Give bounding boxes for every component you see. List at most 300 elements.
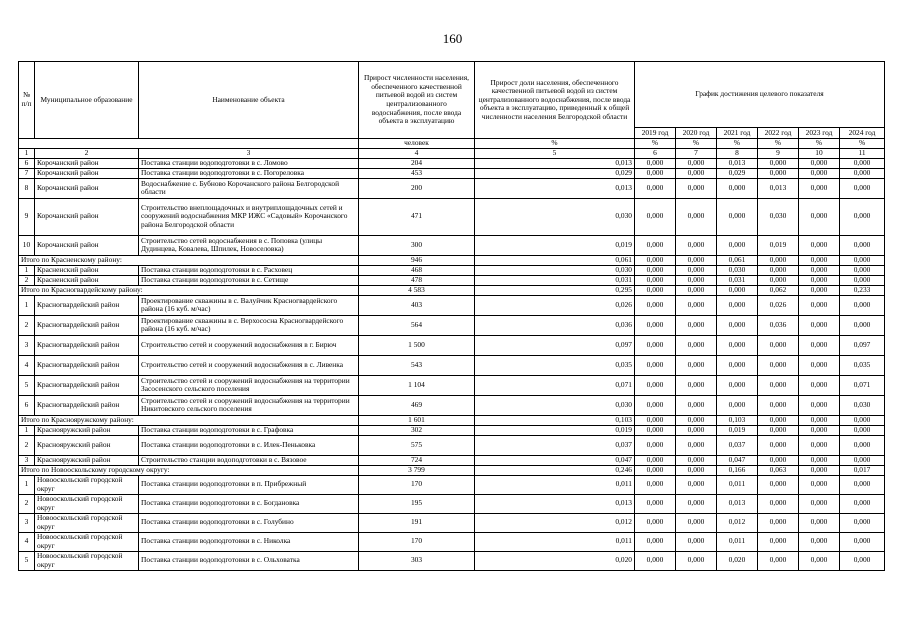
municipality-cell: Корочанский район (35, 198, 139, 235)
people-count-cell: 543 (359, 355, 475, 375)
year-value-cell: 0,020 (717, 551, 758, 570)
year-value-cell: 0,000 (635, 532, 676, 551)
table-row (19, 455, 885, 465)
share-cell: 0,013 (475, 494, 635, 513)
row-number: 2 (19, 315, 35, 335)
year-value-cell: 0,000 (676, 168, 717, 178)
table-row (19, 475, 885, 494)
column-number: 7 (676, 149, 717, 159)
year-value-cell: 0,000 (758, 265, 799, 275)
column-number: 3 (139, 149, 359, 159)
year-value-cell: 0,000 (758, 435, 799, 455)
header-year: 2021 год (717, 128, 758, 139)
people-count-cell: 300 (359, 235, 475, 255)
people-count-cell: 191 (359, 513, 475, 532)
column-number: 4 (359, 149, 475, 159)
people-count-cell: 303 (359, 551, 475, 570)
year-value-cell: 0,000 (717, 295, 758, 315)
year-value-cell: 0,000 (635, 465, 676, 475)
year-value-cell: 0,000 (676, 513, 717, 532)
year-value-cell: 0,017 (840, 465, 885, 475)
table-row (19, 235, 885, 255)
row-number: 8 (19, 178, 35, 198)
unit-percent: % (840, 139, 885, 149)
target-indicator-table (18, 61, 885, 571)
year-value-cell: 0,000 (799, 235, 840, 255)
year-value-cell: 0,030 (717, 265, 758, 275)
object-name-cell: Поставка станции водоподготовки в с. Голубино (139, 513, 359, 532)
year-value-cell: 0,000 (676, 435, 717, 455)
row-number: 1 (19, 475, 35, 494)
total-row (19, 255, 885, 265)
year-value-cell: 0,000 (676, 158, 717, 168)
year-value-cell: 0,000 (758, 513, 799, 532)
total-label: Итого по Краснояружскому району: (19, 415, 359, 425)
year-value-cell: 0,000 (758, 425, 799, 435)
row-number: 7 (19, 168, 35, 178)
people-count-cell: 471 (359, 198, 475, 235)
unit-people: человек (359, 139, 475, 149)
share-cell: 0,019 (475, 235, 635, 255)
year-value-cell: 0,000 (840, 198, 885, 235)
header-year: 2023 год (799, 128, 840, 139)
year-value-cell: 0,011 (717, 475, 758, 494)
share-cell: 0,019 (475, 425, 635, 435)
municipality-cell: Красногвардейский район (35, 295, 139, 315)
year-value-cell: 0,000 (676, 375, 717, 395)
table-row (19, 178, 885, 198)
municipality-cell: Корочанский район (35, 158, 139, 168)
year-value-cell: 0,036 (758, 315, 799, 335)
year-value-cell: 0,000 (717, 335, 758, 355)
year-value-cell: 0,000 (676, 178, 717, 198)
unit-percent: % (475, 139, 635, 149)
object-name-cell: Строительство сетей водоснабжения в с. Поповка (улицы Дудинцева, Ковалева, Шпилек, Новоселовка) (139, 235, 359, 255)
year-value-cell: 0,000 (635, 375, 676, 395)
year-value-cell: 0,019 (717, 425, 758, 435)
municipality-cell: Корочанский район (35, 168, 139, 178)
municipality-cell: Краснояружский район (35, 425, 139, 435)
share-cell: 0,036 (475, 315, 635, 335)
table-row (19, 295, 885, 315)
header-schedule: График достижения целевого показателя (635, 62, 885, 128)
table-row (19, 265, 885, 275)
column-number: 5 (475, 149, 635, 159)
year-value-cell: 0,000 (840, 295, 885, 315)
year-value-cell: 0,011 (717, 532, 758, 551)
object-name-cell: Поставка станции водоподготовки в с. Николка (139, 532, 359, 551)
municipality-cell: Красногвардейский район (35, 375, 139, 395)
share-cell: 0,013 (475, 178, 635, 198)
year-value-cell: 0,000 (799, 158, 840, 168)
year-value-cell: 0,000 (758, 255, 799, 265)
row-number: 9 (19, 198, 35, 235)
year-value-cell: 0,000 (635, 178, 676, 198)
year-value-cell: 0,000 (758, 335, 799, 355)
year-value-cell: 0,000 (676, 255, 717, 265)
total-row (19, 465, 885, 475)
year-value-cell: 0,061 (717, 255, 758, 265)
page-number: 160 (442, 31, 463, 46)
people-count-cell: 1 601 (359, 415, 475, 425)
object-name-cell: Поставка станции водоподготовки в п. Прибрежный (139, 475, 359, 494)
row-number: 1 (19, 295, 35, 315)
year-value-cell: 0,000 (799, 494, 840, 513)
municipality-cell: Красненский район (35, 265, 139, 275)
year-value-cell: 0,035 (840, 355, 885, 375)
year-value-cell: 0,000 (676, 551, 717, 570)
year-value-cell: 0,071 (840, 375, 885, 395)
row-number: 2 (19, 494, 35, 513)
total-label: Итого по Новооскольскому городскому округу: (19, 465, 359, 475)
year-value-cell: 0,166 (717, 465, 758, 475)
year-value-cell: 0,000 (799, 355, 840, 375)
share-cell: 0,029 (475, 168, 635, 178)
people-count-cell: 468 (359, 265, 475, 275)
object-name-cell: Поставка станции водоподготовки в с. Ломово (139, 158, 359, 168)
share-cell: 0,011 (475, 475, 635, 494)
unit-percent: % (676, 139, 717, 149)
object-name-cell: Строительство сетей и сооружений водоснабжения на территории Никитовского сельского поселения (139, 395, 359, 415)
year-value-cell: 0,000 (635, 513, 676, 532)
share-cell: 0,246 (475, 465, 635, 475)
year-value-cell: 0,000 (799, 425, 840, 435)
year-value-cell: 0,037 (717, 435, 758, 455)
year-value-cell: 0,000 (635, 275, 676, 285)
year-value-cell: 0,000 (676, 265, 717, 275)
table-row (19, 375, 885, 395)
year-value-cell: 0,013 (717, 494, 758, 513)
object-name-cell: Поставка станции водоподготовки в с. Сетище (139, 275, 359, 285)
share-cell: 0,026 (475, 295, 635, 315)
total-label: Итого по Красногвардейскому району: (19, 285, 359, 295)
year-value-cell: 0,000 (635, 475, 676, 494)
year-value-cell: 0,000 (717, 395, 758, 415)
row-number: 1 (19, 265, 35, 275)
year-value-cell: 0,000 (676, 335, 717, 355)
year-value-cell: 0,000 (840, 178, 885, 198)
people-count-cell: 724 (359, 455, 475, 465)
object-name-cell: Поставка станции водоподготовки в с. Богдановка (139, 494, 359, 513)
people-count-cell: 575 (359, 435, 475, 455)
year-value-cell: 0,000 (676, 198, 717, 235)
year-value-cell: 0,000 (758, 455, 799, 465)
year-value-cell: 0,000 (635, 168, 676, 178)
year-value-cell: 0,000 (676, 315, 717, 335)
row-number: 4 (19, 355, 35, 375)
year-value-cell: 0,000 (799, 395, 840, 415)
municipality-cell: Новооскольский городской округ (35, 475, 139, 494)
share-cell: 0,030 (475, 198, 635, 235)
share-cell: 0,295 (475, 285, 635, 295)
object-name-cell: Поставка станции водоподготовки в с. Графовка (139, 425, 359, 435)
municipality-cell: Краснояружский район (35, 455, 139, 465)
header-year: 2024 год (840, 128, 885, 139)
year-value-cell: 0,026 (758, 295, 799, 315)
year-value-cell: 0,000 (758, 494, 799, 513)
municipality-cell: Красненский район (35, 275, 139, 285)
people-count-cell: 564 (359, 315, 475, 335)
column-number: 8 (717, 149, 758, 159)
year-value-cell: 0,000 (799, 513, 840, 532)
municipality-cell: Новооскольский городской округ (35, 513, 139, 532)
municipality-cell: Новооскольский городской округ (35, 551, 139, 570)
municipality-cell: Красногвардейский район (35, 355, 139, 375)
municipality-cell: Красногвардейский район (35, 315, 139, 335)
object-name-cell: Водоснабжение с. Бубново Корочанского района Белгородской области (139, 178, 359, 198)
year-value-cell: 0,000 (717, 285, 758, 295)
table-row (19, 355, 885, 375)
year-value-cell: 0,000 (840, 235, 885, 255)
year-value-cell: 0,000 (799, 415, 840, 425)
row-number: 2 (19, 275, 35, 285)
year-value-cell: 0,000 (635, 425, 676, 435)
year-value-cell: 0,000 (799, 178, 840, 198)
table-row (19, 551, 885, 570)
people-count-cell: 200 (359, 178, 475, 198)
share-cell: 0,061 (475, 255, 635, 265)
year-value-cell: 0,000 (717, 355, 758, 375)
year-value-cell: 0,000 (635, 158, 676, 168)
year-value-cell: 0,000 (840, 275, 885, 285)
year-value-cell: 0,000 (635, 295, 676, 315)
table-row (19, 494, 885, 513)
year-value-cell: 0,000 (676, 285, 717, 295)
object-name-cell: Поставка станции водоподготовки в с. Илек-Пеньковка (139, 435, 359, 455)
year-value-cell: 0,000 (676, 275, 717, 285)
year-value-cell: 0,000 (799, 475, 840, 494)
year-value-cell: 0,047 (717, 455, 758, 465)
year-value-cell: 0,000 (635, 285, 676, 295)
year-value-cell: 0,000 (799, 198, 840, 235)
year-value-cell: 0,000 (717, 235, 758, 255)
year-value-cell: 0,000 (799, 285, 840, 295)
row-number: 5 (19, 375, 35, 395)
share-cell: 0,030 (475, 395, 635, 415)
year-value-cell: 0,062 (758, 285, 799, 295)
year-value-cell: 0,000 (635, 415, 676, 425)
municipality-cell: Корочанский район (35, 235, 139, 255)
year-value-cell: 0,000 (840, 315, 885, 335)
share-cell: 0,031 (475, 275, 635, 285)
year-value-cell: 0,000 (676, 355, 717, 375)
row-number: 6 (19, 395, 35, 415)
year-value-cell: 0,000 (799, 255, 840, 265)
table-row (19, 275, 885, 285)
year-value-cell: 0,000 (758, 475, 799, 494)
year-value-cell: 0,000 (717, 375, 758, 395)
share-cell: 0,012 (475, 513, 635, 532)
year-value-cell: 0,000 (758, 395, 799, 415)
object-name-cell: Строительство сетей и сооружений водоснабжения в г. Бирюч (139, 335, 359, 355)
people-count-cell: 170 (359, 532, 475, 551)
people-count-cell: 453 (359, 168, 475, 178)
year-value-cell: 0,000 (635, 235, 676, 255)
row-number: 3 (19, 455, 35, 465)
year-value-cell: 0,000 (635, 355, 676, 375)
year-value-cell: 0,000 (676, 455, 717, 465)
table-row (19, 532, 885, 551)
year-value-cell: 0,012 (717, 513, 758, 532)
people-count-cell: 204 (359, 158, 475, 168)
municipality-cell: Корочанский район (35, 178, 139, 198)
year-value-cell: 0,000 (758, 275, 799, 285)
table-row (19, 435, 885, 455)
year-value-cell: 0,000 (635, 435, 676, 455)
table-row (19, 335, 885, 355)
municipality-cell: Красногвардейский район (35, 395, 139, 415)
year-value-cell: 0,000 (635, 265, 676, 275)
year-value-cell: 0,000 (635, 494, 676, 513)
municipality-cell: Красногвардейский район (35, 335, 139, 355)
row-number: 6 (19, 158, 35, 168)
year-value-cell: 0,013 (717, 158, 758, 168)
column-number: 9 (758, 149, 799, 159)
year-value-cell: 0,000 (840, 551, 885, 570)
municipality-cell: Краснояружский район (35, 435, 139, 455)
object-name-cell: Поставка станции водоподготовки в с. Погореловка (139, 168, 359, 178)
share-cell: 0,047 (475, 455, 635, 465)
year-value-cell: 0,000 (635, 395, 676, 415)
object-name-cell: Строительство сетей и сооружений водоснабжения в с. Ливенка (139, 355, 359, 375)
year-value-cell: 0,000 (840, 265, 885, 275)
share-cell: 0,020 (475, 551, 635, 570)
year-value-cell: 0,063 (758, 465, 799, 475)
year-value-cell: 0,000 (799, 295, 840, 315)
column-number: 1 (19, 149, 35, 159)
year-value-cell: 0,000 (840, 494, 885, 513)
year-value-cell: 0,019 (758, 235, 799, 255)
share-cell: 0,011 (475, 532, 635, 551)
year-value-cell: 0,029 (717, 168, 758, 178)
header-year: 2022 год (758, 128, 799, 139)
municipality-cell: Новооскольский городской округ (35, 532, 139, 551)
people-count-cell: 478 (359, 275, 475, 285)
share-cell: 0,030 (475, 265, 635, 275)
object-name-cell: Поставка станции водоподготовки в с. Ольховатка (139, 551, 359, 570)
people-count-cell: 170 (359, 475, 475, 494)
table-row (19, 315, 885, 335)
year-value-cell: 0,000 (635, 315, 676, 335)
year-value-cell: 0,000 (799, 532, 840, 551)
year-value-cell: 0,000 (799, 375, 840, 395)
year-value-cell: 0,000 (717, 198, 758, 235)
header-num: № п/п (19, 62, 35, 139)
year-value-cell: 0,000 (799, 335, 840, 355)
year-value-cell: 0,000 (717, 315, 758, 335)
year-value-cell: 0,000 (717, 178, 758, 198)
table-row (19, 198, 885, 235)
year-value-cell: 0,000 (758, 375, 799, 395)
object-name-cell: Строительство внеплощадочных и внутриплощадочных сетей и сооружений водоснабжения МКР ИЖС «Садовый» Корочанского района Белгородской области (139, 198, 359, 235)
people-count-cell: 403 (359, 295, 475, 315)
share-cell: 0,037 (475, 435, 635, 455)
people-count-cell: 4 583 (359, 285, 475, 295)
year-value-cell: 0,000 (840, 255, 885, 265)
year-value-cell: 0,000 (635, 551, 676, 570)
year-value-cell: 0,000 (840, 455, 885, 465)
unit-empty (19, 139, 359, 149)
share-cell: 0,013 (475, 158, 635, 168)
year-value-cell: 0,000 (676, 235, 717, 255)
year-value-cell: 0,000 (840, 415, 885, 425)
year-value-cell: 0,000 (635, 255, 676, 265)
column-number: 2 (35, 149, 139, 159)
year-value-cell: 0,030 (840, 395, 885, 415)
share-cell: 0,097 (475, 335, 635, 355)
year-value-cell: 0,030 (758, 198, 799, 235)
year-value-cell: 0,000 (799, 265, 840, 275)
header-share-growth: Прирост доли населения, обеспеченного качественной питьевой водой из систем централизованного водоснабжения, после ввода объекта в эксплуатацию, приведенный к общей численности населения Белгородской области (475, 62, 635, 139)
year-value-cell: 0,000 (758, 415, 799, 425)
year-value-cell: 0,000 (840, 168, 885, 178)
share-cell: 0,071 (475, 375, 635, 395)
year-value-cell: 0,013 (758, 178, 799, 198)
year-value-cell: 0,000 (799, 435, 840, 455)
year-value-cell: 0,000 (840, 532, 885, 551)
year-value-cell: 0,000 (758, 532, 799, 551)
table-row (19, 425, 885, 435)
year-value-cell: 0,000 (635, 455, 676, 465)
total-label: Итого по Красненскому району: (19, 255, 359, 265)
year-value-cell: 0,000 (635, 198, 676, 235)
header-municipality: Муниципальное образование (35, 62, 139, 139)
header-object: Наименование объекта (139, 62, 359, 139)
object-name-cell: Проектирование скважины в с. Валуйчик Красногвардейского района (16 куб. м/час) (139, 295, 359, 315)
year-value-cell: 0,000 (676, 465, 717, 475)
table-row (19, 158, 885, 168)
object-name-cell: Строительство сетей и сооружений водоснабжения на территории Засосенского сельского поселения (139, 375, 359, 395)
people-count-cell: 469 (359, 395, 475, 415)
year-value-cell: 0,103 (717, 415, 758, 425)
year-value-cell: 0,097 (840, 335, 885, 355)
people-count-cell: 302 (359, 425, 475, 435)
row-number: 3 (19, 335, 35, 355)
year-value-cell: 0,000 (840, 475, 885, 494)
share-cell: 0,103 (475, 415, 635, 425)
year-value-cell: 0,000 (799, 465, 840, 475)
header-population-growth: Прирост численности населения, обеспеченного качественной питьевой водой из систем централизованного водоснабжения, после ввода объекта в эксплуатацию (359, 62, 475, 139)
column-number: 10 (799, 149, 840, 159)
people-count-cell: 3 799 (359, 465, 475, 475)
unit-percent: % (799, 139, 840, 149)
year-value-cell: 0,000 (799, 275, 840, 285)
total-row (19, 285, 885, 295)
year-value-cell: 0,031 (717, 275, 758, 285)
share-cell: 0,035 (475, 355, 635, 375)
row-number: 3 (19, 513, 35, 532)
table-row (19, 395, 885, 415)
year-value-cell: 0,000 (635, 335, 676, 355)
unit-percent: % (717, 139, 758, 149)
year-value-cell: 0,000 (758, 355, 799, 375)
year-value-cell: 0,000 (799, 315, 840, 335)
year-value-cell: 0,000 (840, 158, 885, 168)
year-value-cell: 0,000 (758, 551, 799, 570)
year-value-cell: 0,000 (676, 475, 717, 494)
total-row (19, 415, 885, 425)
row-number: 4 (19, 532, 35, 551)
unit-percent: % (635, 139, 676, 149)
header-year: 2020 год (676, 128, 717, 139)
table-row (19, 168, 885, 178)
year-value-cell: 0,000 (676, 425, 717, 435)
row-number: 2 (19, 435, 35, 455)
people-count-cell: 195 (359, 494, 475, 513)
people-count-cell: 1 500 (359, 335, 475, 355)
row-number: 1 (19, 425, 35, 435)
year-value-cell: 0,000 (676, 295, 717, 315)
